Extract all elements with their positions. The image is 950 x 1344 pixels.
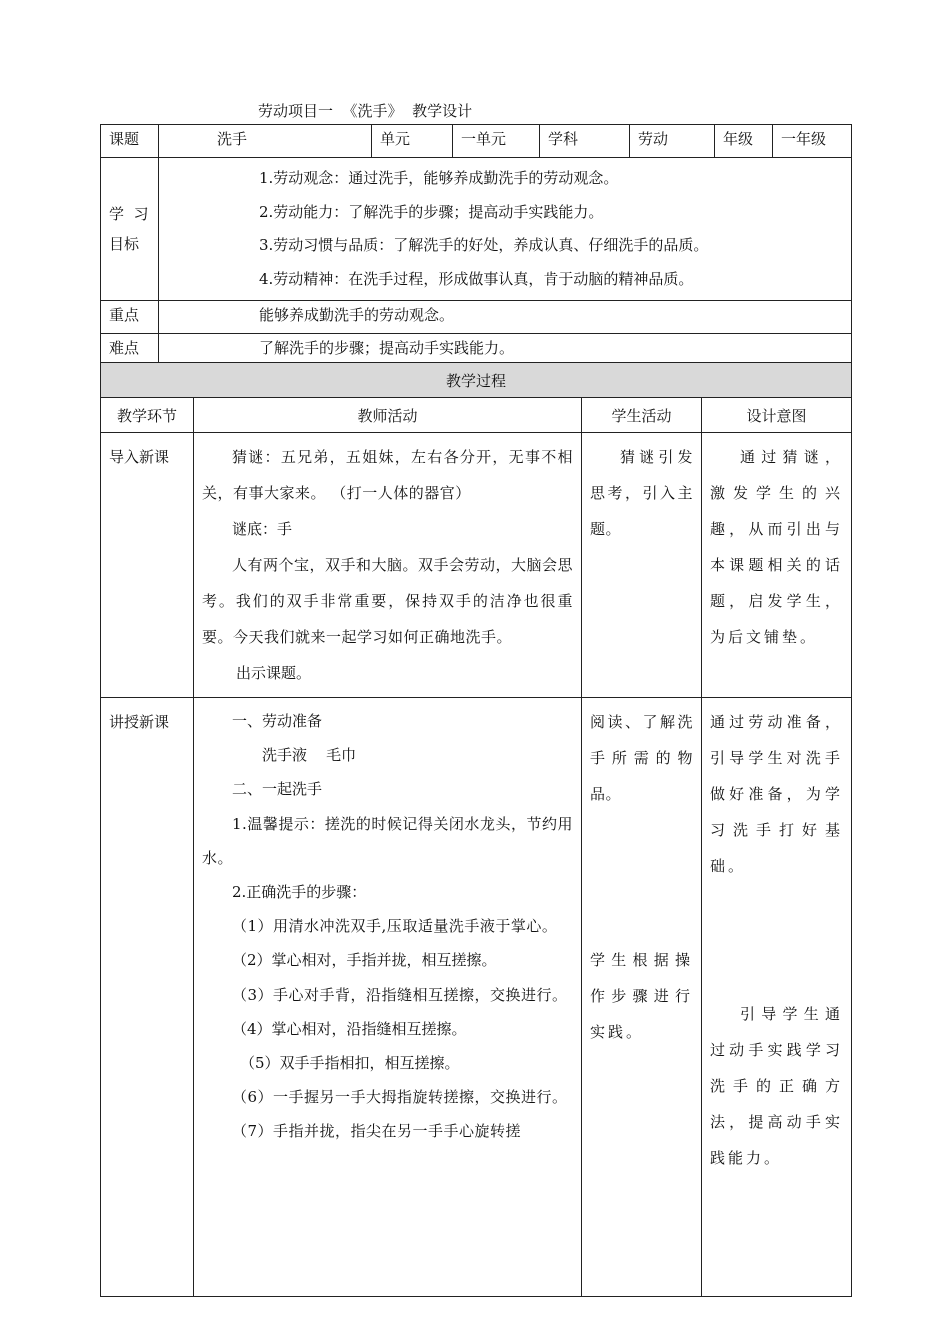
topic-label: 课题: [101, 125, 159, 158]
topic-value: 洗手: [159, 125, 372, 158]
intro-row: [101, 433, 852, 698]
unit-value: 一单元: [453, 125, 540, 158]
lesson-student-1: 阅读、了解洗手所需的物品。: [590, 713, 693, 803]
lesson-step: （4）掌心相对，沿指缝相互搓擦。: [232, 1019, 467, 1038]
lesson-step: （1）用清水冲洗双手,压取适量洗手液于掌心。: [232, 917, 558, 936]
intro-student: 猜谜引发思考，引入主题。: [582, 433, 702, 698]
header-intent: 设计意图: [702, 398, 852, 433]
intro-answer: 谜底：手: [232, 520, 293, 538]
lesson-line: 2.正确洗手的步骤：: [232, 883, 367, 902]
lesson-teacher: [194, 698, 582, 1297]
objectives-label-line1: 学 习: [109, 205, 149, 223]
lesson-stage: 讲授新课: [101, 698, 194, 1297]
lesson-intent: [702, 698, 852, 1297]
key-point-text: 能够养成勤洗手的劳动观念。: [159, 301, 852, 334]
unit-label: 单元: [372, 125, 453, 158]
difficulty-label: 难点: [101, 334, 159, 367]
objectives-label: [101, 158, 159, 301]
lesson-step: （3）手心对手背，沿指缝相互搓擦，交换进行。: [232, 985, 568, 1004]
teaching-process-table: [100, 362, 852, 1297]
subject-value: 劳动: [630, 125, 715, 158]
grade-label: 年级: [715, 125, 773, 158]
key-point-label: 重点: [101, 301, 159, 334]
process-header-row: [101, 398, 852, 433]
objective-item: 3.劳动习惯与品质：了解洗手的好处，养成认真、仔细洗手的品质。: [259, 236, 709, 254]
key-point-row: [101, 301, 852, 334]
intro-paragraph: 人有两个宝，双手和大脑。双手会劳动，大脑会思考。我们的双手非常重要，保持双手的洁净也很重要。今天我们就来一起学习如何正确地洗手。: [202, 556, 574, 646]
intro-intent: 通过猜谜，激发学生的兴趣，从而引出与本课题相关的话题，启发学生，为后文铺垫。: [702, 433, 852, 698]
lesson-intent-2: 引导学生通过动手实践学习洗手的正确方法，提高动手实践能力。: [710, 1005, 844, 1167]
objectives-label-line2: 目标: [109, 235, 140, 253]
lesson-line: 洗手液 毛巾: [262, 746, 357, 765]
intro-show-topic: 出示课题。: [236, 664, 312, 682]
lesson-step: （6）一手握另一手大拇指旋转搓擦，交换进行。: [232, 1088, 568, 1107]
lesson-step: （7）手指并拢，指尖在另一手手心旋转搓: [232, 1122, 522, 1141]
lesson-line: 一、劳动准备: [232, 712, 323, 730]
objective-item: 1.劳动观念：通过洗手，能够养成勤洗手的劳动观念。: [259, 169, 619, 187]
document-title: 劳动项目一 《洗手》 教学设计: [258, 102, 473, 120]
objective-item: 2.劳动能力：了解洗手的步骤；提高动手实践能力。: [259, 202, 604, 221]
header-stage: 教学环节: [101, 398, 194, 433]
lesson-student: [582, 698, 702, 1297]
intro-teacher: [194, 433, 582, 698]
intro-stage: 导入新课: [101, 433, 194, 698]
subject-label: 学科: [540, 125, 630, 158]
lesson-intent-1: 通过劳动准备，引导学生对洗手做好准备，为学习洗手打好基础。: [710, 713, 844, 875]
lesson-row: [101, 698, 852, 1297]
grade-value: 一年级: [773, 125, 852, 158]
lesson-line: 二、一起洗手: [232, 780, 323, 799]
objective-item: 4.劳动精神：在洗手过程，形成做事认真，肯于动脑的精神品质。: [259, 269, 694, 288]
objectives-list: [159, 158, 852, 301]
lesson-student-2: 学生根据操作步骤进行实践。: [590, 951, 693, 1041]
difficulty-text: 了解洗手的步骤；提高动手实践能力。: [159, 334, 852, 367]
process-banner: 教学过程: [101, 363, 852, 398]
lesson-step: （5）双手手指相扣，相互搓擦。: [240, 1054, 460, 1073]
lesson-step: （2）掌心相对，手指并拢，相互搓擦。: [232, 951, 497, 970]
lesson-info-table: [100, 124, 852, 367]
header-student: 学生活动: [582, 398, 702, 433]
header-teacher: 教师活动: [194, 398, 582, 433]
intro-riddle: 猜谜：五兄弟，五姐妹，左右各分开，无事不相关，有事大家来。 （打一人体的器官）: [202, 448, 573, 502]
lesson-line: 1.温馨提示：搓洗的时候记得关闭水龙头，节约用水。: [202, 814, 573, 867]
objectives-row: [101, 158, 852, 301]
info-row: [101, 125, 852, 158]
